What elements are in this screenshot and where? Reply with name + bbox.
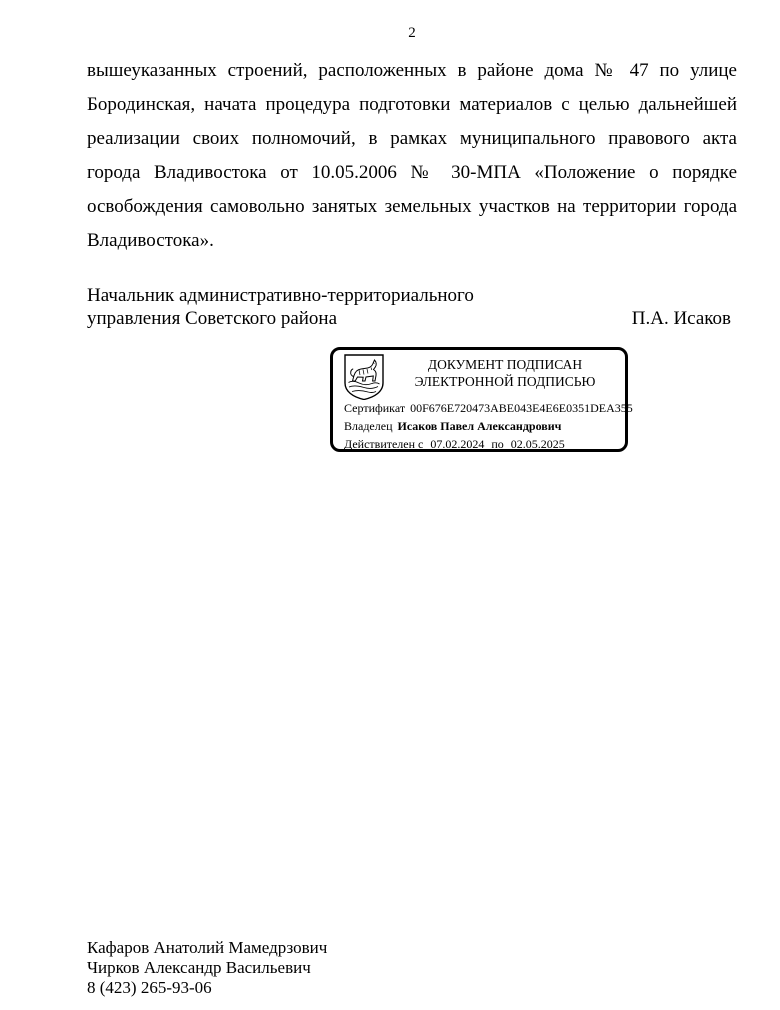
body-line: города Владивостока от 10.05.2006 № 30-МПА «Положение о порядке	[87, 162, 737, 183]
body-line: Владивостока».	[87, 230, 214, 251]
contact-phone: 8 (423) 265-93-06	[87, 978, 212, 997]
validity-to-label: по	[491, 437, 504, 451]
body-line: Бородинская, начата процедура подготовки материалов с целью дальнейшей	[87, 94, 737, 115]
body-line: вышеуказанных строений, расположенных в районе дома № 47 по улице	[87, 60, 737, 81]
certificate-value: 00F676E720473ABE043E4E6E0351DEA355	[410, 401, 633, 415]
signer-position	[87, 284, 474, 330]
page-number: 2	[408, 25, 416, 41]
body-paragraph	[87, 54, 737, 258]
contact-footer	[87, 938, 327, 998]
signature-block	[87, 284, 731, 330]
certificate-label: Сертификат	[344, 401, 406, 415]
validity-from-date: 07.02.2024	[430, 437, 485, 451]
vladivostok-tiger-coat-of-arms-icon	[344, 354, 384, 400]
digital-signature-stamp	[330, 347, 633, 452]
stamp-certificate-row	[344, 401, 633, 415]
owner-value: Исаков Павел Александрович	[397, 419, 562, 433]
contact-name-2: Чирков Александр Васильевич	[87, 958, 311, 977]
validity-label: Действителен с	[344, 437, 424, 451]
body-line: реализации своих полномочий, в рамках муниципального правового акта	[87, 128, 737, 149]
stamp-title-line1: ДОКУМЕНТ ПОДПИСАН	[427, 357, 583, 372]
stamp-validity-row	[344, 437, 621, 451]
stamp-title	[387, 356, 623, 390]
body-line: освобождения самовольно занятых земельных участков на территории города	[87, 196, 737, 217]
stamp-owner-row	[344, 419, 621, 433]
owner-label: Владелец	[344, 419, 393, 433]
stamp-title-line2: ЭЛЕКТРОННОЙ ПОДПИСЬЮ	[414, 374, 596, 389]
validity-to-date: 02.05.2025	[510, 437, 565, 451]
signer-name: П.А. Исаков	[631, 308, 731, 329]
contact-name-1: Кафаров Анатолий Мамедрзович	[87, 938, 328, 957]
signer-position-line1: Начальник административно-территориального	[87, 285, 474, 306]
signer-position-line2: управления Советского района	[87, 308, 338, 329]
